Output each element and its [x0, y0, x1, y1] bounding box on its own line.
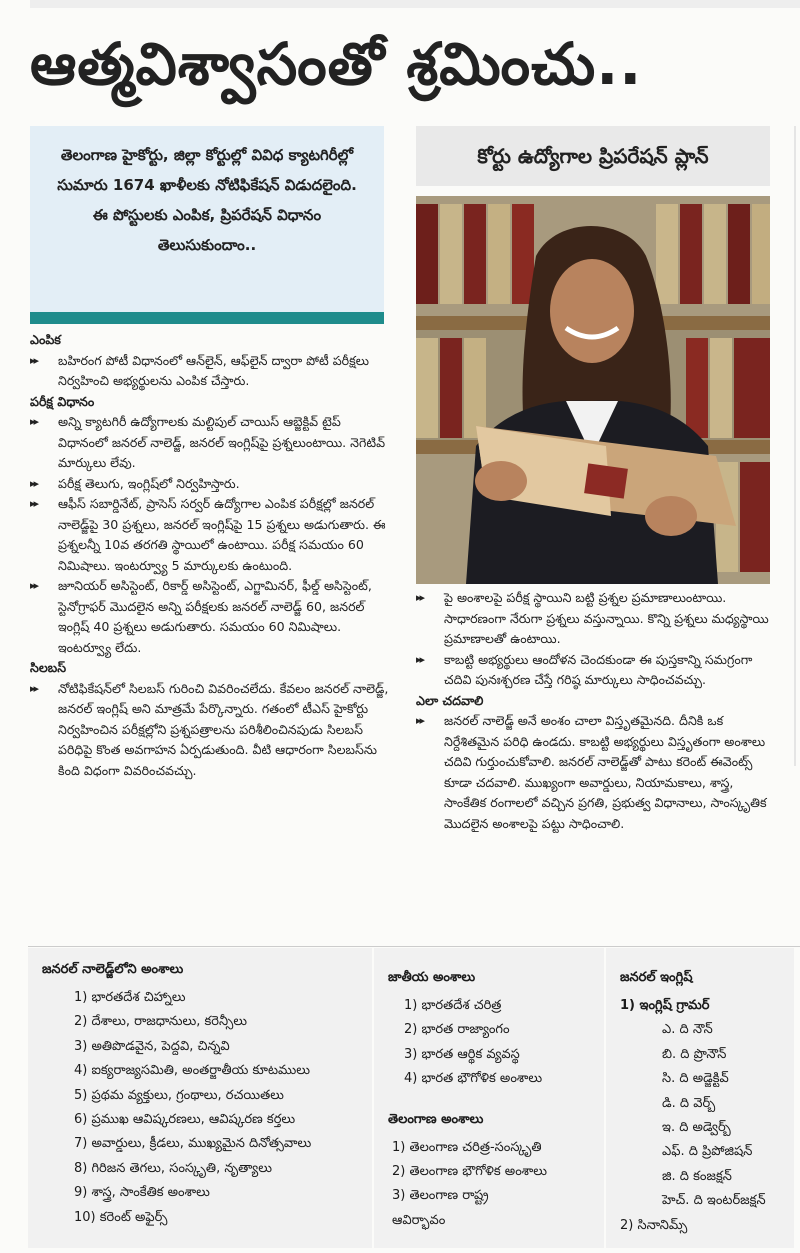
- para-exam-4: ▸▸ జూనియర్ అసిస్టెంట్, రికార్డ్ అసిస్టెంట్, ఎగ్జామినర్, ఫీల్డ్ అసిస్టెంట్, స్టెనోగ్రాఫర్ మొదలైన అన్ని పరీక్షలకు జనరల్ నాలెడ్జ్ 60, జనరల్ ఇంగ్లిష్ 40 ప్రశ్నలు అడుగుతారు. సమయం 60 నిమిషాలు.: [30, 576, 390, 638]
- para-right-1: ▸▸ పై అంశాలపై పరీక్ష స్థాయిని బట్టి ప్రశ్నల ప్రమాణాలుంటాయి. సాధారణంగా నేరుగా ప్రశ్నలు వస్తున్నాయి. కొన్ని ప్రశ్నలు మధ్యస్థాయి ప్రమాణాలతో ఉంటాయి.: [416, 588, 776, 650]
- list-item: 10) కరెంట్ అఫైర్స్: [74, 1209, 168, 1225]
- para-exam-4b: ఇంటర్వ్యూ లేదు.: [58, 639, 142, 655]
- gk-topics-box: [28, 948, 372, 1248]
- para-selection: ▸▸ బహిరంగ పోటీ విధానంలో ఆన్‌లైన్, ఆఫ్‌లైన్ ద్వారా పోటీ పరీక్షలు నిర్వహించి అభ్యర్థులను ఎంపిక చేస్తారు.: [30, 351, 390, 392]
- list-item: 8) గిరిజన తెగలు, సంస్కృతి, నృత్యాలు: [74, 1160, 272, 1176]
- list-item: 2) సినానిమ్స్: [620, 1217, 688, 1233]
- photo-lawyer-with-book: [416, 196, 770, 584]
- left-column: [30, 330, 390, 781]
- english-topics-box: [606, 948, 794, 1248]
- list-item: డి. ది వెర్బ్: [662, 1095, 716, 1111]
- column-rule: [794, 126, 796, 766]
- photo-illustration: [416, 196, 770, 584]
- english-title: జనరల్ ఇంగ్లిష్: [620, 970, 693, 985]
- list-item: ఎఫ్. ది ప్రిపోజిషన్: [662, 1144, 753, 1160]
- heading-syllabus: సిలబస్: [30, 660, 67, 675]
- list-item: 3) భారత ఆర్థిక వ్యవస్థ: [404, 1046, 520, 1062]
- list-item: ఇ. ది అడ్వెర్బ్: [662, 1120, 731, 1136]
- list-item: 1) తెలంగాణ చరిత్ర-సంస్కృతి: [392, 1139, 542, 1155]
- list-item: బి. ది ప్రొనౌన్: [662, 1046, 727, 1062]
- intro-box: [30, 126, 384, 312]
- list-item: 9) శాస్త్ర, సాంకేతిక అంశాలు: [74, 1185, 210, 1201]
- national-telangana-box: [374, 948, 604, 1248]
- list-item: 4) భారత భౌగోళిక అంశాలు: [404, 1071, 543, 1087]
- list-item: 1) భారతదేశ చరిత్ర: [404, 998, 502, 1013]
- section-divider: [28, 946, 800, 947]
- para-exam-1: ▸▸ అన్ని క్యాటగిరీ ఉద్యోగాలకు మల్టిపుల్ చాయిస్ ఆబ్జెక్టివ్ టైప్ విధానంలో జనరల్ నాలెడ్జ్, జనరల్ ఇంగ్లిష్‌పై ప్రశ్నలుంటాయి. నెగెటివ్ మార్కులు లేవు.: [30, 412, 390, 474]
- list-item: 2) భారత రాజ్యాంగం: [404, 1022, 510, 1038]
- intro-accent-bar: [30, 312, 384, 324]
- para-syllabus: ▸▸ నోటిఫికేషన్‌లో సిలబస్ గురించి వివరించలేదు. కేవలం జనరల్ నాలెడ్జ్, జనరల్ ఇంగ్లిష్ అని మాత్రమే పేర్కొన్నారు. గతంలో టీఎస్ హైకోర్టు నిర్వహించిన పరీక్షల్లోని ప్రశ్నపత్రాలను పరిశీలించినపుడు సిలబస్ పరిధిపై కొంత అవగాహన ఏర్పడుతుంది. వీటి ఆధారంగా సిలబస్‌ను కింది విధంగా వివరించవచ్చు.: [30, 679, 390, 782]
- top-strip: [30, 0, 800, 8]
- list-item: సి. ది అడ్జెక్టివ్: [662, 1071, 729, 1087]
- list-item: జి. ది కంజక్షన్: [662, 1168, 732, 1184]
- right-column: [416, 588, 776, 834]
- para-right-3: ▸▸ జనరల్ నాలెడ్జ్ అనే అంశం చాలా విస్తృతమైనది. దీనికి ఒక నిర్దేశితమైన పరిధి ఉండదు. కాబట్టి అభ్యర్థులు విస్తృతంగా అంశాలు చదివి గుర్తుంచుకోవాలి. జనరల్ నాలెడ్జ్‌తో పాటు కరెంట్ ఈవెంట్స్ కూడా చదవాలి. ముఖ్యంగా అవార్డులు, నియామకాలు, శాస్త్ర, సాంకేతిక రంగాలలో వచ్చిన ప్రగతి, ప్రభుత్వ విధానాలు, సాంస్కృతిక మొదలైన అంశాలపై పట్టు సాధించాలి.: [416, 711, 776, 834]
- intro-text: తెలంగాణ హైకోర్టు, జిల్లా కోర్టుల్లో వివిధ క్యాటగిరీల్లో సుమారు 1674 ఖాళీలకు నోటిఫికేషన్ విడుదలైంది. ఈ పోస్టులకు ఎంపిక, ప్రిపరేషన్ విధానం తెలుసుకుందాం..: [57, 146, 357, 254]
- para-exam-2: ▸▸ పరీక్ష తెలుగు, ఇంగ్లిష్‌లో నిర్వహిస్తారు.: [30, 474, 390, 495]
- headline: ఆత్మవిశ్వాసంతో శ్రమించు..: [30, 30, 643, 98]
- english-list: [606, 994, 794, 1238]
- para-exam-3: ▸▸ ఆఫీస్ సబార్డినేట్, ప్రాసెస్ సర్వర్ ఉద్యోగాల ఎంపిక పరీక్షల్లో జనరల్ నాలెడ్జ్‌పై 30 ప్రశ్నలు, జనరల్ ఇంగ్లిష్‌పై 15 ప్రశ్నలు అడుగుతారు. ఈ ప్రశ్నలన్నీ 10వ తరగతి స్థాయిలో ఉంటాయి. పరీక్ష సమయం 60 నిమిషాలు. ఇంటర్వ్యూ 5 మార్కులకు ఉంటుంది.: [30, 494, 390, 576]
- list-item: 1) భారతదేశ చిహ్నాలు: [74, 990, 186, 1005]
- heading-how-to-study: ఎలా చదవాలి: [416, 692, 484, 708]
- list-item: 1) ఇంగ్లిష్ గ్రామర్: [620, 998, 710, 1013]
- list-item: 7) అవార్డులు, క్రీడలు, ముఖ్యమైన దినోత్సవాలు: [74, 1136, 312, 1152]
- para-right-2: ▸▸ కాబట్టి అభ్యర్థులు ఆందోళన చెందకుండా ఈ పుస్తకాన్ని సమగ్రంగా చదివి పునఃశ్చరణ చేస్తే గరిష్ఠ మార్కులు సాధించవచ్చు.: [416, 650, 776, 691]
- gk-title: జనరల్ నాలెడ్జ్‌లోని అంశాలు: [42, 962, 184, 977]
- heading-exam-pattern: పరీక్ష విధానం: [30, 393, 95, 409]
- list-item: 2) తెలంగాణ భౌగోళిక అంశాలు: [392, 1164, 547, 1180]
- telangana-title: తెలంగాణ అంశాలు: [388, 1111, 484, 1127]
- plan-title: కోర్టు ఉద్యోగాల ప్రిపరేషన్ ప్లాన్: [416, 126, 770, 186]
- list-item: 3) తెలంగాణ రాష్ట్ర: [392, 1188, 489, 1204]
- telangana-list: [374, 1136, 604, 1234]
- national-title: జాతీయ అంశాలు: [388, 970, 476, 985]
- list-item: 3) అతిపొడవైన, పెద్దవి, చిన్నవి: [74, 1038, 230, 1054]
- gk-list: [28, 986, 372, 1230]
- list-item: ఆవిర్భావం: [392, 1212, 446, 1228]
- list-item: 2) దేశాలు, రాజధానులు, కరెన్సీలు: [74, 1014, 248, 1030]
- list-item: 6) ప్రముఖ ఆవిష్కరణలు, ఆవిష్కరణ కర్తలు: [74, 1112, 296, 1128]
- list-item: ఎ. ది నౌన్: [662, 1022, 713, 1038]
- list-item: 5) ప్రథమ వ్యక్తులు, గ్రంథాలు, రచయితలు: [74, 1087, 284, 1103]
- heading-selection: ఎంపిక: [30, 332, 61, 347]
- national-list: [374, 994, 604, 1092]
- list-item: హెచ్. ది ఇంటర్‌జక్షన్: [662, 1193, 766, 1209]
- list-item: 4) ఐక్యరాజ్యసమితి, అంతర్జాతీయ కూటములు: [74, 1063, 310, 1079]
